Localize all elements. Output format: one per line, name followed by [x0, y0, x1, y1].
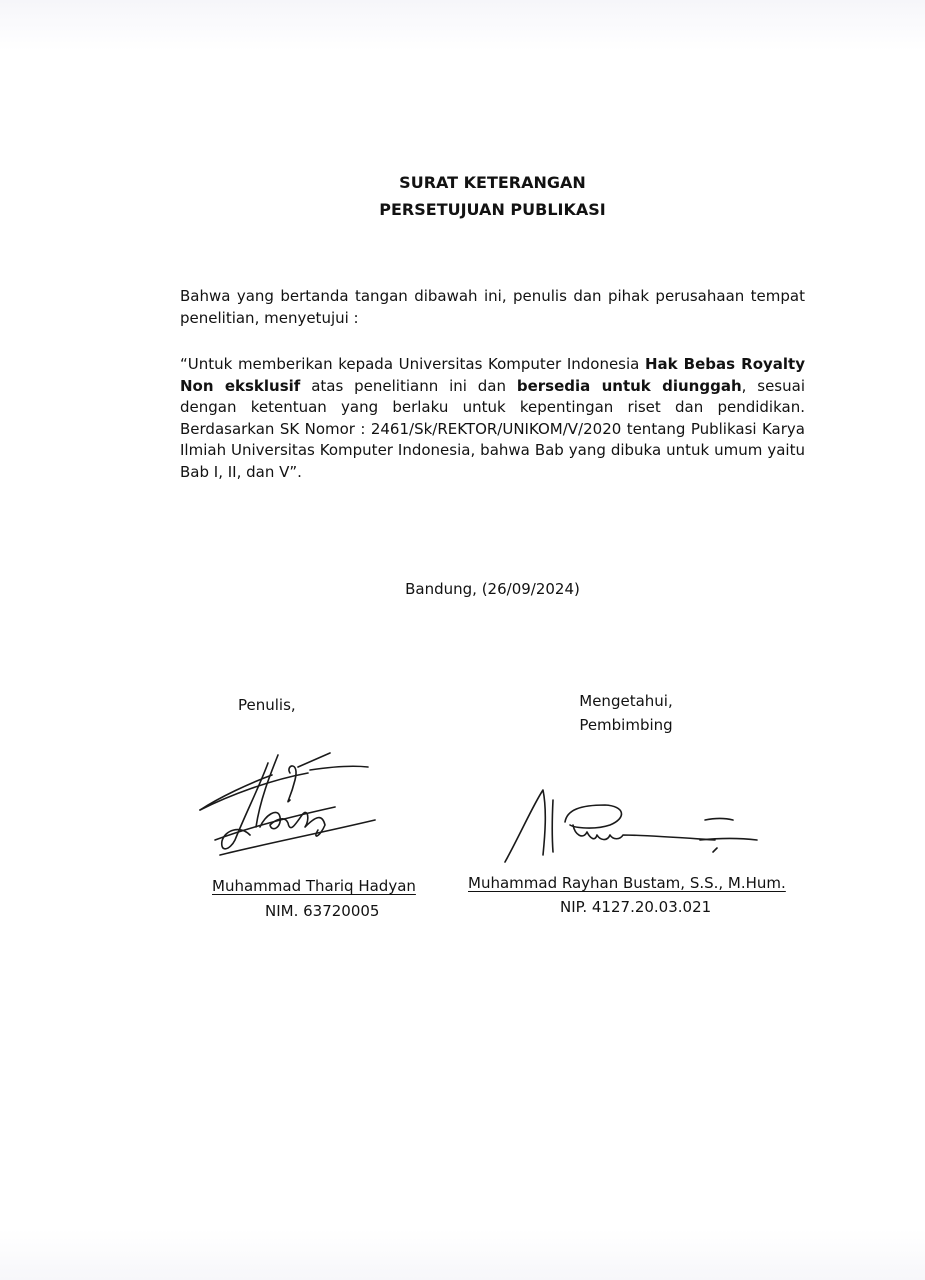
- supervisor-id: NIP. 4127.20.03.021: [560, 898, 712, 916]
- statement-text-1: “Untuk memberikan kepada Universitas Komputer Indonesia: [180, 355, 645, 373]
- supervisor-role-label: Mengetahui,: [579, 692, 673, 710]
- statement-bold-royalty: Hak Bebas Royalty Non eksklusif: [180, 355, 805, 395]
- supervisor-signature: [495, 780, 770, 870]
- intro-paragraph: Bahwa yang bertanda tangan dibawah ini, penulis dan pihak perusahaan tempat penelitian, menyetujui :: [180, 287, 805, 327]
- statement-paragraph: [180, 354, 805, 483]
- supervisor-name: Muhammad Rayhan Bustam, S.S., M.Hum.: [468, 874, 786, 892]
- statement-text-3: , sesuai dengan ketentuan yang berlaku untuk kepentingan riset dan pendidikan. Berdasarkan SK Nomor : 2461/Sk/REKTOR/UNIKOM/V/2020 tentang Publikasi Karya Ilmiah Universitas Komputer Indonesia, bahwa Bab yang dibuka untuk umum yaitu Bab I, II, dan V”.: [180, 376, 805, 481]
- document-subtitle: PERSETUJUAN PUBLIKASI: [379, 200, 606, 219]
- author-id: NIM. 63720005: [265, 902, 380, 920]
- author-signature: [190, 745, 380, 865]
- statement-text-2: atas penelitiann ini dan: [300, 376, 517, 395]
- supervisor-title-label: Pembimbing: [579, 716, 673, 734]
- place-date: Bandung, (26/09/2024): [405, 580, 580, 598]
- author-name: Muhammad Thariq Hadyan: [212, 877, 416, 895]
- document-title: SURAT KETERANGAN: [399, 173, 586, 192]
- statement-bold-upload: bersedia untuk diunggah: [516, 376, 742, 395]
- author-role-label: Penulis,: [238, 696, 296, 714]
